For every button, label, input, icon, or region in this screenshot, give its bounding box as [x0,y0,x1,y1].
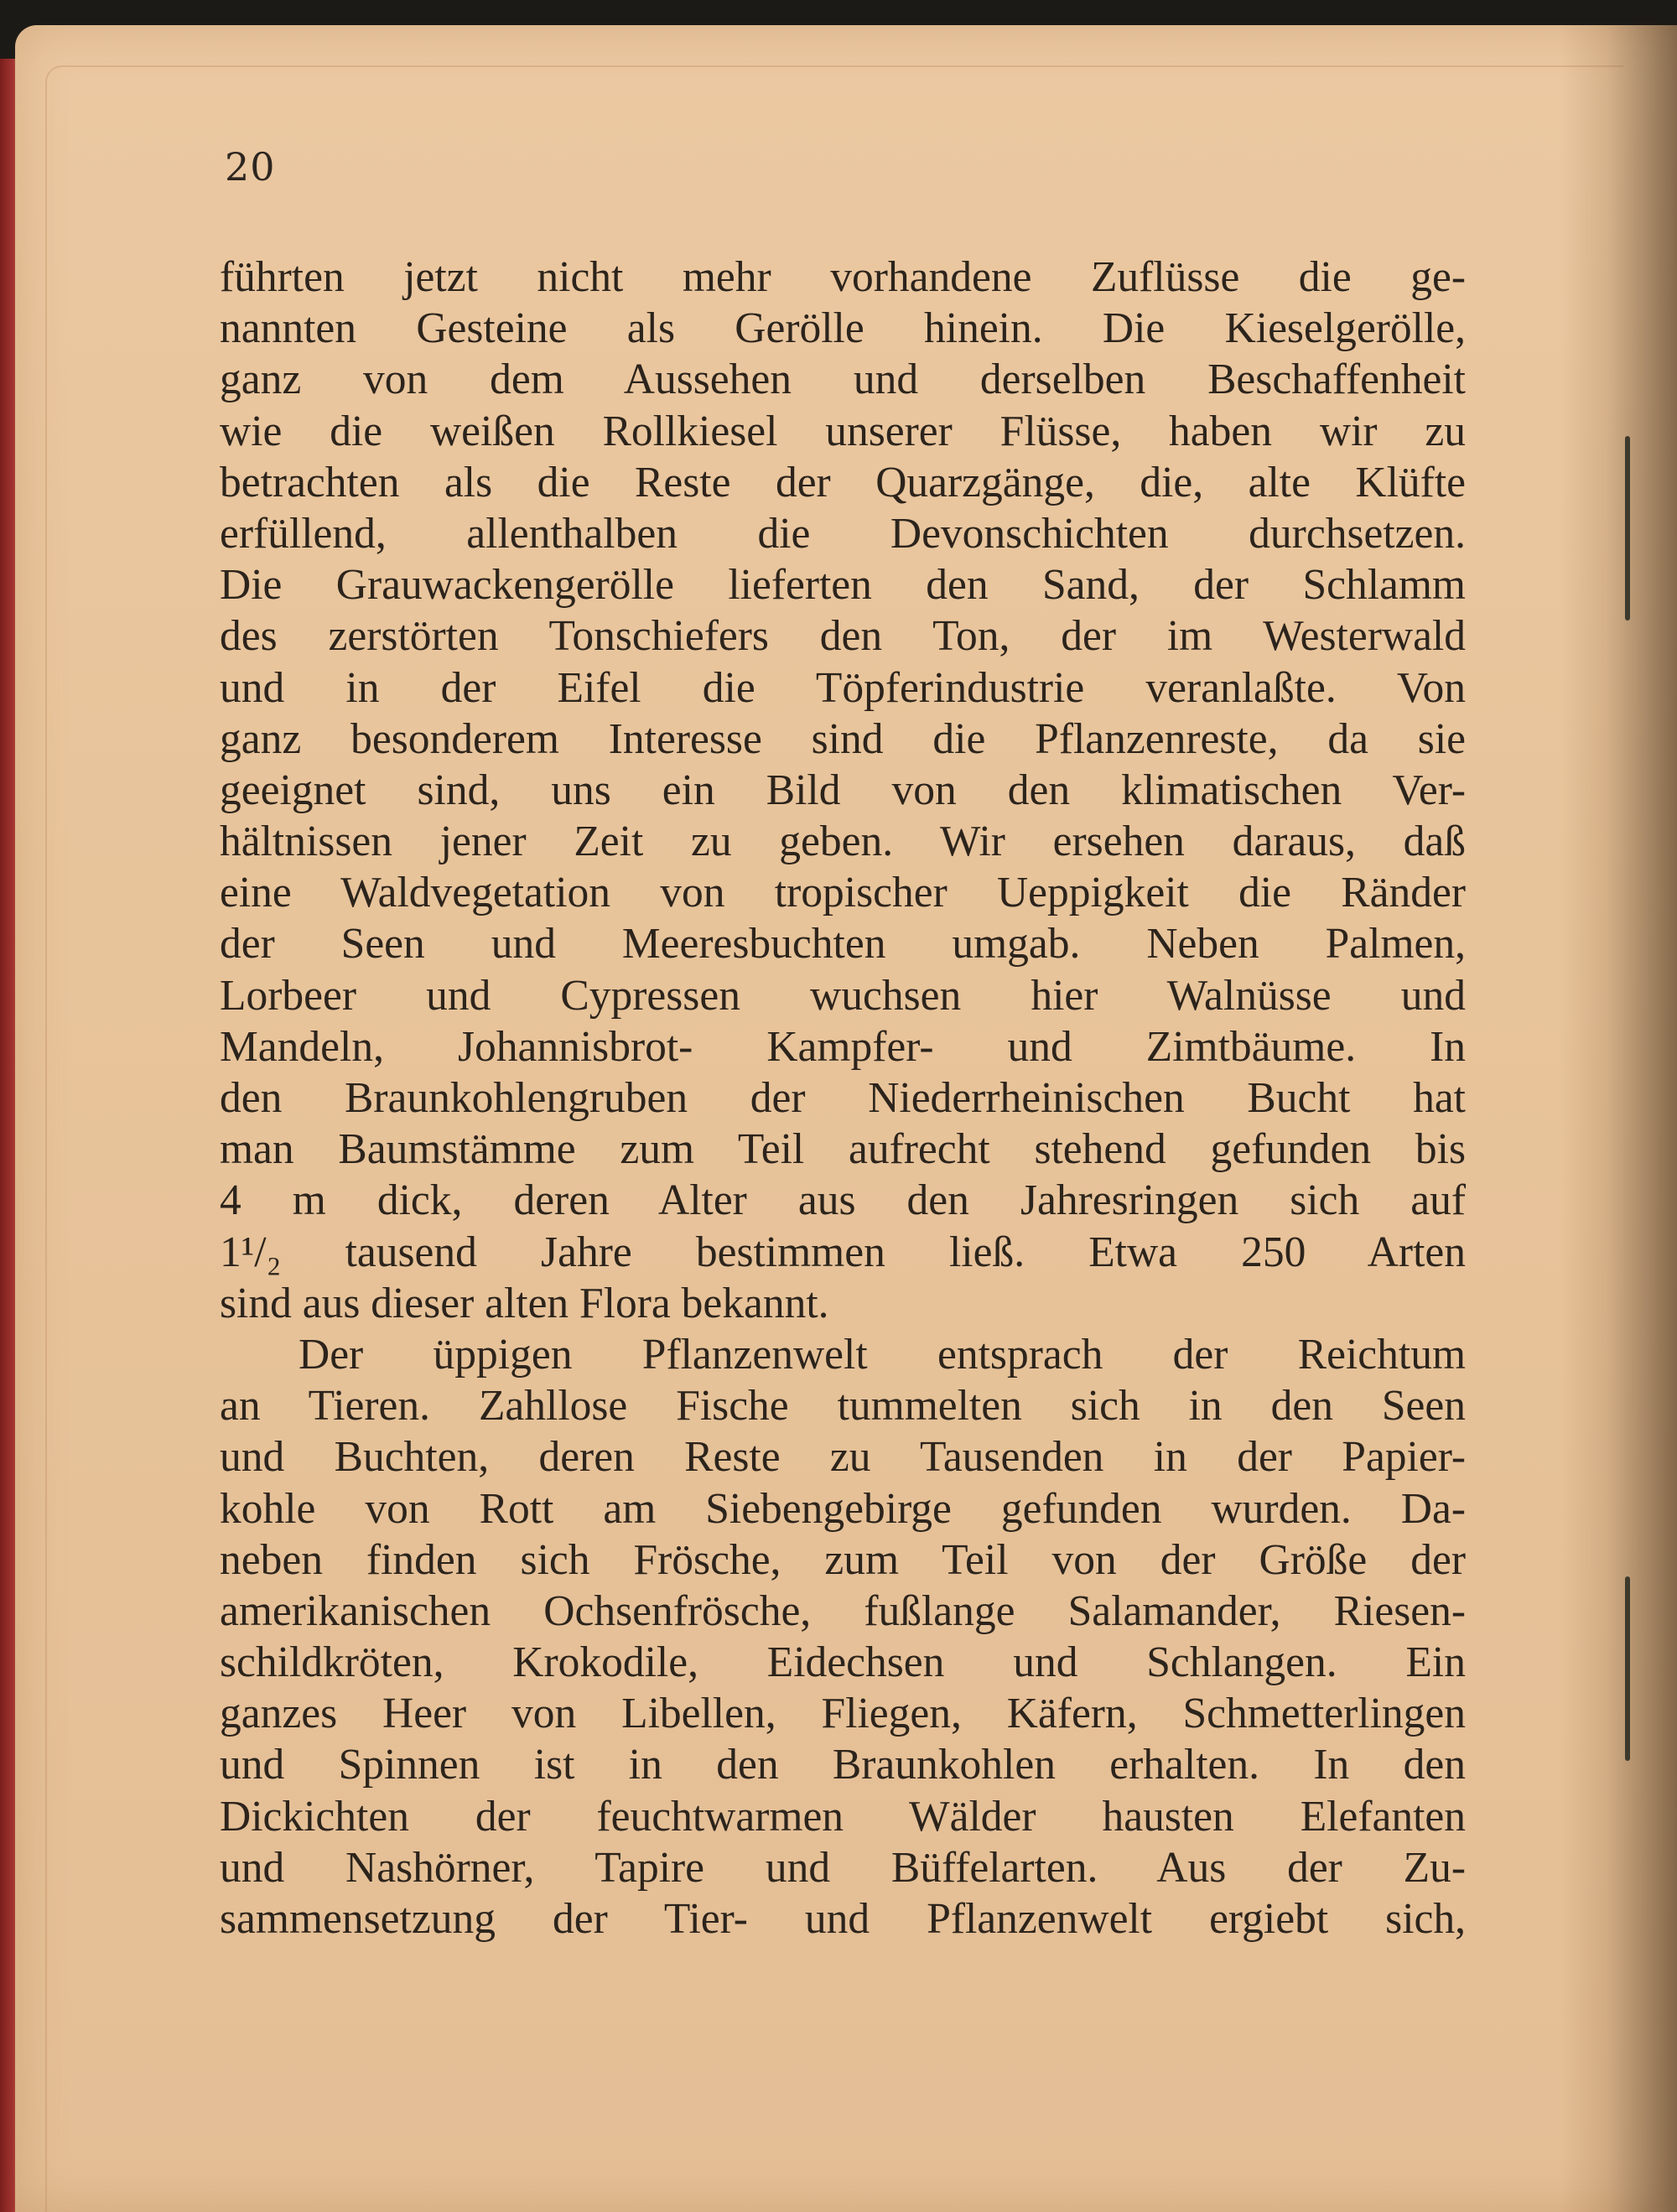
page-number: 20 [225,144,276,190]
text-line: Mandeln, Johannisbrot- Kampfer- und Zimtbäume. In [220,1022,1466,1071]
text-line: an Tieren. Zahllose Fische tummelten sich in den Seen [220,1382,1466,1431]
text-line: Dickichten der feuchtwarmen Wälder hausten Elefanten [220,1792,1466,1841]
gutter-shadow [1560,25,1677,2212]
text-line: ganz von dem Aussehen und derselben Beschaffenheit [220,356,1466,404]
text-line: führten jetzt nicht mehr vorhandene Zuflüsse die ge- [220,253,1466,301]
text-line: amerikanischen Ochsenfrösche, fußlange Salamander, Riesen- [220,1586,1466,1635]
text-line: kohle von Rott am Siebengebirge gefunden wurden. Da- [220,1484,1466,1533]
text-line: wie die weißen Rollkiesel unserer Flüsse, haben wir zu [220,407,1466,455]
text-line: sammensetzung der Tier- und Pflanzenwelt ergiebt sich, [220,1895,1466,1943]
text-line: eine Waldvegetation von tropischer Ueppigkeit die Ränder [220,869,1466,917]
text-line: den Braunkohlengruben der Niederrheinischen Bucht hat [220,1074,1466,1122]
text-line: des zerstörten Tonschiefers den Ton, der im Westerwald [220,612,1466,661]
binding-stitch-bottom [1625,1576,1630,1761]
text-line: man Baumstämme zum Teil aufrecht stehend gefunden bis [220,1125,1466,1174]
text-line: nannten Gesteine als Gerölle hinein. Die Kieselgerölle, [220,304,1466,353]
text-line: 4 m dick, deren Alter aus den Jahresringen sich auf [220,1176,1466,1225]
text-line: und Nashörner, Tapire und Büffelarten. Aus der Zu- [220,1843,1466,1892]
text-line: Die Grauwackengerölle lieferten den Sand, der Schlamm [220,561,1466,610]
text-line: betrachten als die Reste der Quarzgänge, die, alte Klüfte [220,458,1466,506]
text-line: Der üppigen Pflanzenwelt entsprach der Reichtum [299,1330,1466,1379]
paragraph-1 [220,252,1466,1329]
body-text [220,252,1466,1945]
text-line: ganz besonderem Interesse sind die Pflanzenreste, da sie [220,714,1466,763]
text-line: 1¹/₂ tausend Jahre bestimmen ließ. Etwa 250 Arten [220,1228,1466,1276]
text-line: erfüllend, allenthalben die Devonschichten durchsetzen. [220,509,1466,558]
text-line: sind aus dieser alten Flora bekannt. [220,1279,829,1327]
binding-stitch-top [1625,436,1630,621]
text-line: und Buchten, deren Reste zu Tausenden in der Papier- [220,1433,1466,1482]
text-line: schildkröten, Krokodile, Eidechsen und Schlangen. Ein [220,1638,1466,1687]
text-line: neben finden sich Frösche, zum Teil von der Größe der [220,1535,1466,1584]
text-line: der Seen und Meeresbuchten umgab. Neben Palmen, [220,920,1466,968]
text-line: und in der Eifel die Töpferindustrie veranlaßte. Von [220,663,1466,712]
text-line: ganzes Heer von Libellen, Fliegen, Käfern, Schmetterlingen [220,1690,1466,1738]
text-line: und Spinnen ist in den Braunkohlen erhalten. In den [220,1741,1466,1789]
text-line: geeignet sind, uns ein Bild von den klimatischen Ver- [220,766,1466,814]
text-line: Lorbeer und Cypressen wuchsen hier Walnüsse und [220,971,1466,1020]
paragraph-2 [220,1329,1466,1945]
text-line: hältnissen jener Zeit zu geben. Wir ersehen daraus, daß [220,818,1466,866]
